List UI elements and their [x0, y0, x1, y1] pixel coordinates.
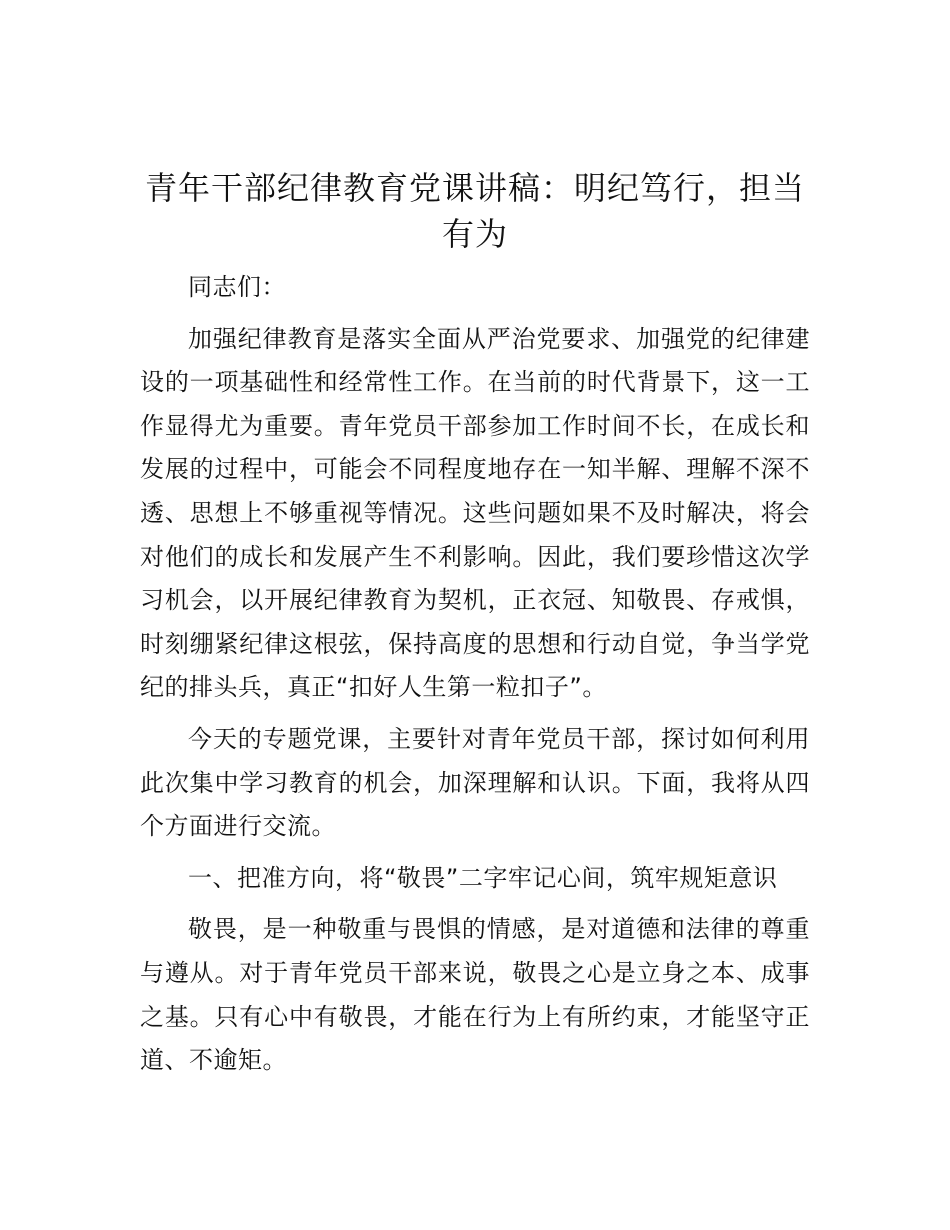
document-body — [140, 266, 810, 1091]
section-heading-1: 一、把准方向，将“敬畏”二字牢记心间，筑牢规矩意识 — [188, 863, 778, 892]
paragraph-section-1: 敬畏，是一种敬重与畏惧的情感，是对道德和法律的尊重与遵从。对于青年党员干部来说，敬畏之心是立身之本、成事之基。只有心中有敬畏，才能在行为上有所约束，才能坚守正道、不逾矩。 — [140, 915, 810, 1075]
document-title: 青年干部纪律教育党课讲稿：明纪笃行，担当有为 — [144, 169, 805, 253]
paragraph-intro: 加强纪律教育是落实全面从严治党要求、加强党的纪律建设的一项基础性和经常性工作。在当前的时代背景下，这一工作显得尤为重要。青年党员干部参加工作时间不长，在成长和发展的过程中，可能会不同程度地存在一知半解、理解不深不透、思想上不够重视等情况。这些问题如果不及时解决，将会对他们的成长和发展产生不利影响。因此，我们要珍惜这次学习机会，以开展纪律教育为契机，正衣冠、知敬畏、存戒惧，时刻绷紧纪律这根弦，保持高度的思想和行动自觉，争当学党纪的排头兵，真正“扣好人生第一粒扣子”。 — [140, 324, 810, 702]
paragraph-overview: 今天的专题党课，主要针对青年党员干部，探讨如何利用此次集中学习教育的机会，加深理解和认识。下面，我将从四个方面进行交流。 — [140, 724, 810, 841]
salutation: 同志们： — [188, 273, 286, 301]
